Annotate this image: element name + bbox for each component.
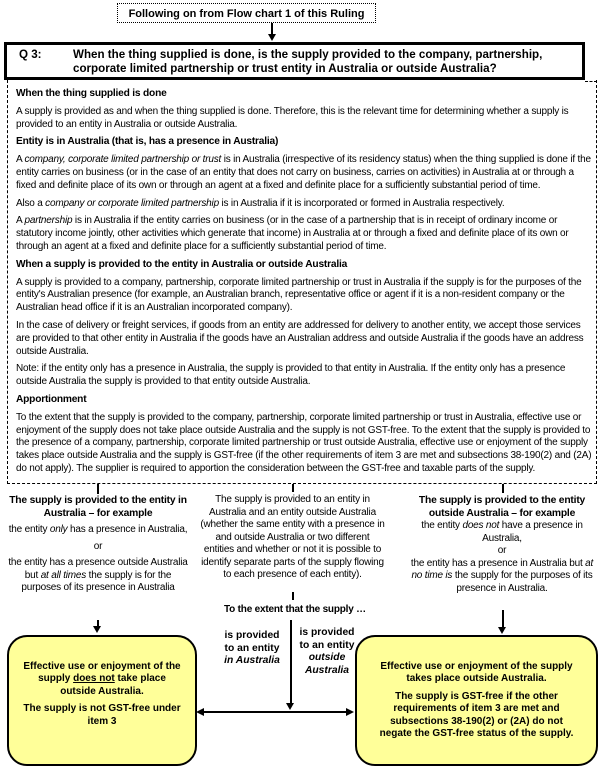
outcome-not-gst-free — [7, 635, 197, 766]
arrow-down-icon — [268, 34, 276, 41]
arrow-down-icon — [286, 703, 294, 710]
outcome-line: The supply is GST-free if the other requirements of item 3 are met and subsections 38-190(2) or (2A) do not negate the GST-free status of the supply. — [379, 690, 574, 739]
arrow-down-icon — [93, 626, 101, 633]
info-paragraph: A company, corporate limited partnership or trust is in Australia (irrespective of its residency status) when the thing supplied is done if the entity carries on business (or in the case of an entity that does not carry on business, carries on activities) in Australia at or through a fixed and definite place of its own or through an agent at a fixed and definite place for a sufficiently substantial period of time. — [16, 154, 591, 191]
connector-line — [292, 592, 294, 600]
branch-outside-australia — [408, 495, 596, 599]
outcome-line: Effective use or enjoyment of the supply takes place outside Australia. — [380, 660, 573, 684]
info-content — [16, 88, 594, 481]
connector-line — [97, 484, 99, 494]
info-heading: When the thing supplied is done — [16, 88, 167, 99]
question-box — [4, 42, 585, 80]
branch-example: the entity only has a presence in Australia, — [8, 524, 188, 535]
info-heading: Apportionment — [16, 393, 87, 405]
info-paragraph: A supply is provided to a company, partnership, corporate limited partnership or trust in Australia if the supply is for the purposes of the entity's Australian presence (for example, an Australian branch, representative office or agent if it is a non-resident company or the Australian head office if it is an Australian incorporated company). — [16, 276, 582, 314]
arrow-down-icon — [498, 627, 506, 634]
branch-text: The supply is provided to an entity in Australia and an entity outside Australia (whether the same entity with a presence in and outside Australia or two different entities and whether or not it is possible to identify separate parts of the supply flowing to each presence of each entity). — [200, 494, 385, 580]
entry-box-label: Following on from Flow chart 1 of this Ruling — [128, 8, 365, 20]
arrow-left-icon — [196, 708, 204, 716]
branch-example: the entity has a presence in Australia but at no time is the supply for the purposes of its presence in Australia. — [410, 557, 594, 594]
info-paragraph: Also a company or corporate limited partnership is in Australia if it is incorporated or formed in Australia respectively. — [16, 197, 505, 209]
info-paragraph: To the extent that the supply is provided to the company, partnership, corporate limited partnership or trust in Australia, effective use or enjoyment of the supply does not take place outside Australia and the supply is not GST-free. To the extent that the supply is provided to the presence of a company, partnership, corporate limited partnership or trust outside Australia, effective use or enjoyment of the supply takes place outside Australia and the supply is GST-free (if the other requirements of item 3 are met and subsections 38-190(2) and (2A) do not apply). The supplier is required to apportion the consideration between the GST-free and taxable parts of the supply. — [16, 411, 592, 474]
outcome-line: Effective use or enjoyment of the supply does not take place outside Australia. — [23, 660, 181, 697]
info-heading: Entity is in Australia (that is, has a presence in Australia) — [16, 136, 279, 148]
info-heading: When a supply is provided to the entity in Australia or outside Australia — [16, 258, 348, 270]
branch-in-australia — [8, 495, 188, 599]
connector-line — [292, 484, 294, 492]
entry-box-flow-chart-1 — [117, 3, 376, 23]
branch-both — [200, 494, 385, 586]
info-paragraph: In the case of delivery or freight services, if goods from an entity are addressed for delivery to another entity, we accept those services are provided to that other entity in Australia if the goods have an Australian address and outside Australia if the goods have an address outside Australia. — [16, 319, 584, 357]
connector-line — [502, 610, 504, 628]
info-paragraph: Note: if the entity only has a presence in Australia, the supply is provided to that entity in Australia. If the entity only has a presence outside Australia the supply is provided to that entity outside Australia. — [16, 363, 566, 388]
label-in-australia: is provided to an entity in Australia — [224, 630, 280, 666]
info-paragraph: A supply is provided as and when the thing supplied is done. Therefore, this is the relevant time for determining whether a supply is provided to an entity in Australia or outside Australia. — [16, 105, 569, 130]
connector-line — [203, 711, 347, 713]
outcome-line: The supply is not GST-free under item 3 — [23, 703, 181, 727]
info-paragraph: A partnership is in Australia if the entity carries on business (or in the case of a partnership that is in receipt of ordinary income or statutory income jointly, other activities which generate that income) in Australia at or through a fixed and definite place of its own or through an agent at a fixed and definite place for a sufficiently substantial period of time. — [16, 215, 569, 252]
branch-or: or — [93, 540, 103, 552]
arrow-right-icon — [346, 708, 354, 716]
outcome-gst-free — [355, 635, 598, 766]
branch-heading: The supply is provided to the entity outside Australia – for example — [418, 495, 586, 519]
question-number: Q 3: — [19, 48, 42, 61]
branch-or: or — [497, 545, 507, 556]
connector-line — [290, 620, 292, 704]
question-text: When the thing supplied is done, is the supply provided to the company, partnership, corporate limited partnership or trust entity in Australia or outside Australia? — [73, 48, 543, 75]
branch-example: the entity does not have a presence in Australia, — [421, 520, 583, 544]
extent-label: To the extent that the supply … — [224, 604, 366, 615]
connector-line — [502, 484, 504, 493]
branch-heading: The supply is provided to the entity in Australia – for example — [9, 495, 187, 519]
label-outside-australia: is provided to an entity outside Australia — [299, 627, 355, 676]
branch-example: the entity has a presence outside Australia but at all times the supply is for the purposes of its presence in Australia — [8, 557, 188, 593]
